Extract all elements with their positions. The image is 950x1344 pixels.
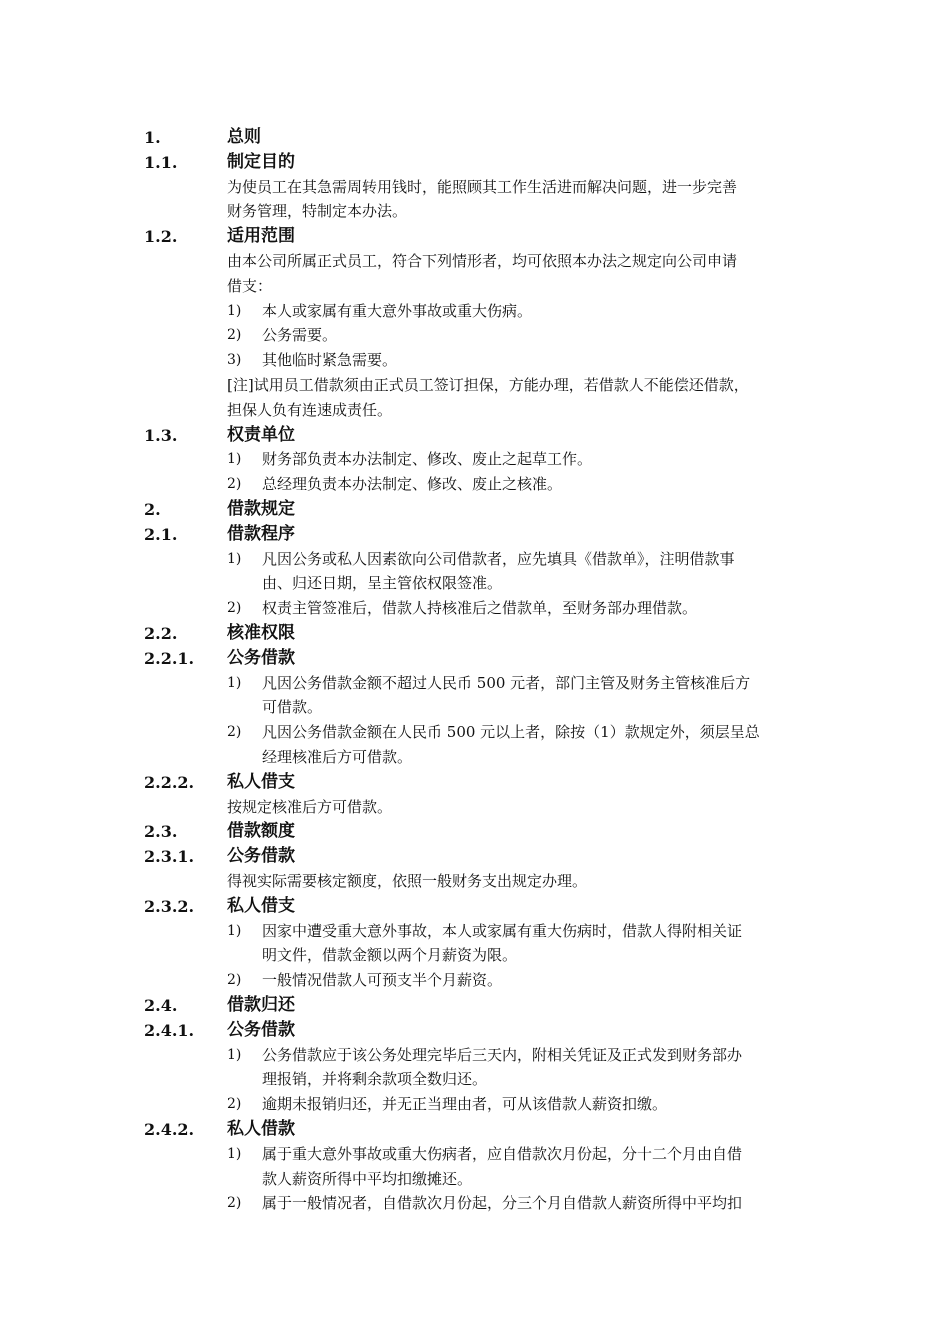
paragraph-text: 由本公司所属正式员工，符合下列情形者，均可依照本办法之规定向公司申请 bbox=[227, 252, 738, 270]
section-title: 权责单位 bbox=[227, 424, 295, 445]
paragraph-line bbox=[0, 795, 950, 820]
list-item bbox=[0, 348, 950, 373]
paragraph-line bbox=[0, 249, 950, 274]
list-marker: 1) bbox=[227, 302, 242, 319]
section-heading bbox=[0, 497, 950, 522]
list-item bbox=[0, 1167, 950, 1192]
section-title: 私人借款 bbox=[227, 1119, 295, 1139]
section-heading bbox=[0, 844, 950, 869]
list-item bbox=[0, 547, 950, 572]
list-item-text: 款人薪资所得中平均扣缴摊还。 bbox=[262, 1169, 473, 1188]
section-number: 2.4.2. bbox=[144, 1120, 195, 1139]
section-title: 私人借支 bbox=[227, 771, 295, 792]
section-heading bbox=[0, 1117, 950, 1142]
list-marker: 2) bbox=[227, 724, 242, 741]
paragraph-text: 为使员工在其急需周转用钱时，能照顾其工作生活进而解决问题，进一步完善 bbox=[227, 177, 738, 196]
section-number: 2.1. bbox=[144, 524, 178, 544]
list-item bbox=[0, 1191, 950, 1216]
list-marker: 1) bbox=[227, 451, 242, 468]
section-heading bbox=[0, 993, 950, 1018]
list-item bbox=[0, 571, 950, 596]
paragraph-line bbox=[0, 175, 950, 200]
list-item-text: 总经理负责本办法制定、修改、废止之核准。 bbox=[262, 475, 563, 494]
paragraph-line bbox=[0, 199, 950, 224]
list-item bbox=[0, 1067, 950, 1092]
list-item-text: 属于重大意外事故或重大伤病者，应自借款次月份起，分十二个月由自借 bbox=[262, 1144, 743, 1163]
list-item bbox=[0, 1142, 950, 1167]
list-marker: 2) bbox=[227, 476, 242, 493]
section-title: 公务借款 bbox=[227, 647, 295, 668]
list-marker: 2) bbox=[227, 600, 242, 617]
section-title: 核准权限 bbox=[227, 623, 295, 643]
paragraph-text: 按规定核准后方可借款。 bbox=[227, 797, 393, 816]
list-item bbox=[0, 323, 950, 348]
section-number: 2.4. bbox=[144, 996, 178, 1015]
paragraph-line bbox=[0, 373, 950, 398]
section-title: 借款程序 bbox=[227, 523, 295, 544]
section-heading bbox=[0, 894, 950, 919]
section-heading bbox=[0, 770, 950, 795]
section-title: 制定目的 bbox=[227, 151, 295, 172]
list-item bbox=[0, 1043, 950, 1068]
list-item-text: 一般情况借款人可预支半个月薪资。 bbox=[262, 971, 503, 990]
section-number: 2.4.1. bbox=[144, 1020, 195, 1040]
section-number: 2.3.1. bbox=[144, 847, 195, 867]
list-item-text: 属于一般情况者，自借款次月份起，分三个月自借款人薪资所得中平均扣 bbox=[262, 1194, 743, 1213]
list-item bbox=[0, 596, 950, 621]
list-marker: 1) bbox=[227, 550, 242, 567]
paragraph-line bbox=[0, 398, 950, 423]
list-item bbox=[0, 447, 950, 472]
list-item bbox=[0, 745, 950, 770]
list-item bbox=[0, 919, 950, 944]
list-marker: 2) bbox=[227, 1195, 242, 1212]
list-item-text: 其他临时紧急需要。 bbox=[262, 351, 398, 370]
list-item-text: 由、归还日期，呈主管依权限签准。 bbox=[262, 574, 503, 593]
list-item-text: 逾期未报销归还，并无正当理由者，可从该借款人薪资扣缴。 bbox=[262, 1095, 668, 1114]
section-heading bbox=[0, 1018, 950, 1043]
section-title: 借款归还 bbox=[227, 995, 295, 1015]
list-marker: 3) bbox=[227, 352, 242, 369]
list-item-text: 公务需要。 bbox=[262, 326, 338, 345]
section-title: 借款额度 bbox=[227, 821, 295, 842]
section-heading bbox=[0, 150, 950, 175]
list-marker: 2) bbox=[227, 1096, 242, 1113]
paragraph-text: [注]试用员工借款须由正式员工签订担保，方能办理，若借款人不能偿还借款， bbox=[227, 376, 749, 394]
section-number: 2. bbox=[144, 500, 161, 519]
paragraph-text: 借支： bbox=[227, 276, 273, 295]
paragraph-line bbox=[0, 274, 950, 299]
list-item-text: 凡因公务借款金额在人民币 500 元以上者，除按（1）款规定外，须层呈总 bbox=[262, 723, 760, 742]
list-item bbox=[0, 472, 950, 497]
list-marker: 1) bbox=[227, 1046, 242, 1063]
list-item bbox=[0, 943, 950, 968]
list-item-text: 公务借款应于该公务处理完毕后三天内，附相关凭证及正式发到财务部办 bbox=[262, 1045, 743, 1064]
paragraph-text: 财务管理，特制定本办法。 bbox=[227, 202, 408, 221]
section-number: 1.3. bbox=[144, 425, 178, 445]
section-heading bbox=[0, 224, 950, 249]
list-marker: 2) bbox=[227, 327, 242, 344]
list-item-text: 权责主管签准后，借款人持核准后之借款单，至财务部办理借款。 bbox=[262, 599, 698, 618]
list-item bbox=[0, 720, 950, 745]
section-heading bbox=[0, 522, 950, 547]
list-item-text: 本人或家属有重大意外事故或重大伤病。 bbox=[262, 301, 533, 320]
list-item-text: 因家中遭受重大意外事故，本人或家属有重大伤病时，借款人得附相关证 bbox=[262, 921, 743, 940]
list-item bbox=[0, 968, 950, 993]
section-number: 2.2.1. bbox=[144, 648, 195, 668]
list-marker: 1) bbox=[227, 1145, 242, 1162]
list-item bbox=[0, 695, 950, 720]
list-item-text: 凡因公务借款金额不超过人民币 500 元者，部门主管及财务主管核准后方 bbox=[262, 673, 751, 692]
list-marker: 1) bbox=[227, 922, 242, 939]
section-number: 1.1. bbox=[144, 152, 178, 172]
section-number: 1.2. bbox=[144, 227, 178, 247]
section-heading bbox=[0, 621, 950, 646]
list-item bbox=[0, 299, 950, 324]
section-number: 2.2.2. bbox=[144, 772, 195, 792]
list-item-text: 理报销，并将剩余款项全数归还。 bbox=[262, 1070, 488, 1089]
list-item bbox=[0, 1092, 950, 1117]
section-heading bbox=[0, 423, 950, 448]
list-item bbox=[0, 671, 950, 696]
section-heading bbox=[0, 646, 950, 671]
paragraph-text: 担保人负有连速成责任。 bbox=[227, 400, 393, 419]
section-number: 2.3. bbox=[144, 822, 178, 842]
section-number: 1. bbox=[144, 128, 161, 147]
list-item-text: 经理核准后方可借款。 bbox=[262, 748, 413, 766]
section-title: 总则 bbox=[227, 127, 261, 147]
section-number: 2.3.2. bbox=[144, 896, 195, 916]
list-item-text: 凡因公务或私人因素欲向公司借款者，应先填具《借款单》，注明借款事 bbox=[262, 549, 735, 568]
section-heading bbox=[0, 819, 950, 844]
section-number: 2.2. bbox=[144, 624, 178, 643]
paragraph-line bbox=[0, 869, 950, 894]
list-marker: 1) bbox=[227, 674, 242, 691]
list-item-text: 财务部负责本办法制定、修改、废止之起草工作。 bbox=[262, 450, 593, 469]
section-title: 借款规定 bbox=[227, 499, 295, 519]
list-marker: 2) bbox=[227, 972, 242, 989]
section-title: 适用范围 bbox=[227, 226, 295, 247]
section-title: 公务借款 bbox=[227, 846, 295, 867]
list-item-text: 可借款。 bbox=[262, 698, 323, 717]
paragraph-text: 得视实际需要核定额度，依照一般财务支出规定办理。 bbox=[227, 872, 588, 890]
section-title: 公务借款 bbox=[227, 1019, 295, 1040]
section-heading bbox=[0, 125, 950, 150]
list-item-text: 明文件，借款金额以两个月薪资为限。 bbox=[262, 946, 518, 965]
section-title: 私人借支 bbox=[227, 895, 295, 916]
